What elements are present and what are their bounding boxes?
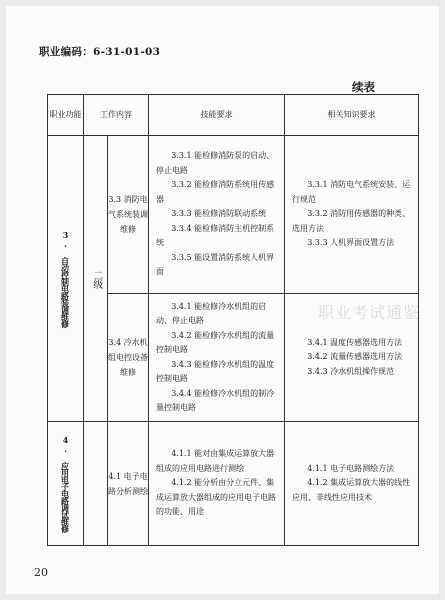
table-row <box>48 136 419 294</box>
list-item: 3.4.1 能检修冷水机组的启动、停止电路 <box>156 301 267 325</box>
list-item: 3.4.2 流量传感器选用方法 <box>307 352 403 362</box>
work-cell <box>108 136 149 294</box>
area-label: 4. 应用电子电路调试维修 <box>60 435 71 532</box>
list-item: 4.1.2 集成运算放大器的线性应用、非线性应用技术 <box>292 478 411 502</box>
list-item: 3.4.1 温度传感器选用方法 <box>307 337 403 347</box>
skills-cell <box>149 294 285 422</box>
continued-label: 续表 <box>352 80 375 94</box>
knowledge-cell <box>285 136 419 294</box>
work-cell <box>108 294 149 422</box>
area-cell <box>48 422 84 546</box>
work-label: 3.4 冷水机组电控设备维修 <box>108 338 148 377</box>
area-label: 3. 自动控制电路装调维修 <box>60 230 71 327</box>
watermark-text: 职业考试通鉴 <box>318 303 421 322</box>
list-item: 4.1.1 电子电路测绘方法 <box>307 463 395 473</box>
header-area: 职业功能 <box>48 95 84 136</box>
knowledge-cell <box>285 422 419 546</box>
area-cell <box>48 136 84 422</box>
skills-cell <box>149 136 285 294</box>
list-item: 3.3.3 人机界面设置方法 <box>307 238 395 248</box>
occupation-code: 职业编码：6-31-01-03 <box>39 46 161 58</box>
work-cell <box>108 422 149 546</box>
work-label: 4.1 电子电路分析测绘 <box>108 471 148 496</box>
list-item: 3.3.1 能检修消防泵的启动、停止电路 <box>156 151 275 175</box>
table-row <box>48 422 419 546</box>
skills-cell <box>149 422 285 546</box>
table-header-row <box>48 95 419 136</box>
list-item: 3.4.2 能检修冷水机组的流量控制电路 <box>156 330 275 354</box>
header-skills: 技能要求 <box>149 95 285 136</box>
list-item: 4.1.1 能对由集成运算放大器组成的应用电路进行测绘 <box>156 449 275 473</box>
list-item: 3.3.4 能检修消防主机控制系统 <box>156 223 275 248</box>
list-item: 3.3.3 能检修消防联动系统 <box>171 209 267 219</box>
list-item: 3.3.2 消防用传感器的种类、选用方法 <box>292 209 411 233</box>
level-cell <box>84 136 108 422</box>
list-item: 3.3.2 能检修消防系统用传感器 <box>156 180 275 204</box>
header-content: 工作内容 <box>84 95 149 136</box>
list-item: 3.3.5 能设置消防系统人机界面 <box>156 252 275 277</box>
list-item: 4.1.2 能分析由分立元件、集成运算放大器组成的应用电子电路的功能、用途 <box>156 478 276 517</box>
work-label: 3.3 消防电气系统装调维修 <box>108 195 148 234</box>
list-item: 3.4.4 能检修冷水机组的制冷量控制电路 <box>156 388 275 412</box>
header-knowledge: 相关知识要求 <box>285 95 419 136</box>
page-number: 20 <box>34 566 48 579</box>
list-item: 3.4.3 能检修冷水机组的温度控制电路 <box>156 359 275 383</box>
list-item: 3.3.1 消防电气系统安装、运行规范 <box>292 180 411 204</box>
level-label: 二级 <box>90 269 102 288</box>
list-item: 3.4.3 冷水机组操作规范 <box>307 366 395 376</box>
level-cell <box>84 422 108 546</box>
